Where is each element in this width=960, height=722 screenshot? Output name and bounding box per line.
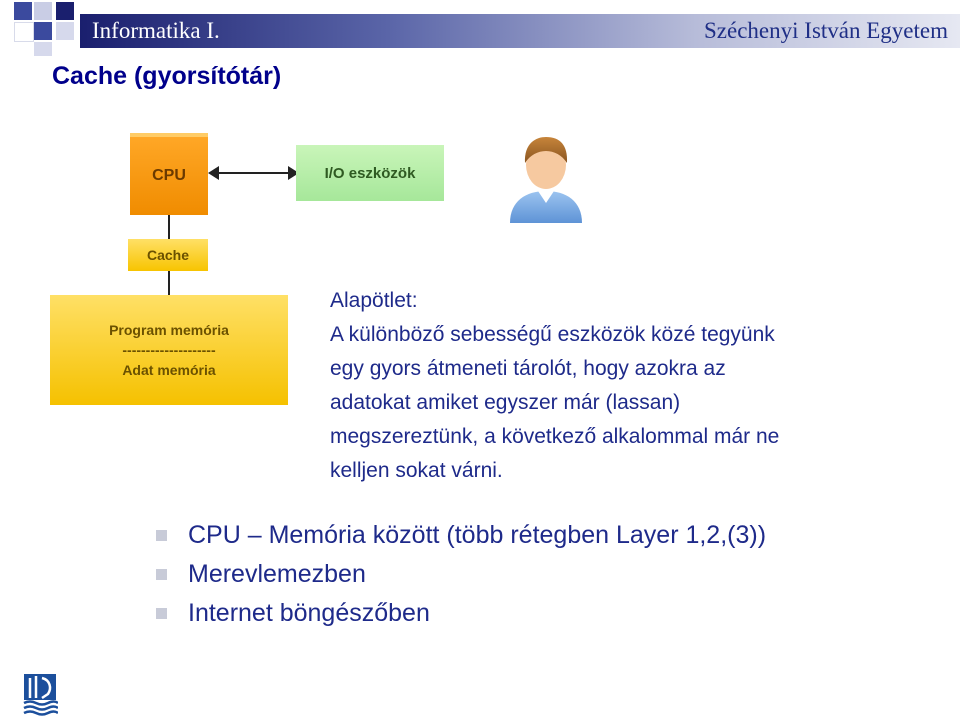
main-text-block (330, 284, 950, 488)
user-icon (506, 131, 586, 223)
course-title: Informatika I. (92, 18, 220, 43)
program-memory-label: Program memória (109, 322, 229, 338)
memory-box (50, 295, 288, 405)
idea-line: kelljen sokat várni. (330, 459, 503, 482)
idea-line: adatokat amiket egyszer már (lassan) (330, 391, 681, 414)
data-memory-label: Adat memória (122, 362, 216, 378)
io-box (296, 145, 444, 201)
decor-square (14, 22, 34, 42)
decor-square (56, 2, 74, 20)
slide-title: Cache (gyorsítótár) (52, 62, 282, 90)
cache-box (128, 239, 208, 271)
cpu-cache-wire (168, 215, 170, 239)
bullet-item (156, 555, 946, 594)
idea-line: egy gyors átmeneti tárolót, hogy azokra az (330, 357, 726, 380)
decor-square (34, 42, 52, 56)
arrow-head-left (208, 166, 219, 180)
cpu-label: CPU (152, 167, 186, 184)
cpu-box (130, 133, 208, 215)
io-label: I/O eszközök (324, 164, 416, 182)
bullet-text: CPU – Memória között (több rétegben Layer 1,2,(3)) (188, 521, 767, 549)
bullet-text: Internet böngészőben (188, 599, 430, 627)
idea-line: A különböző sebességű eszközök közé tegyünk (330, 323, 775, 346)
slide-header (0, 0, 960, 56)
square-bullet-icon (156, 608, 167, 619)
bullet-item (156, 516, 946, 555)
idea-heading: Alapötlet: (330, 289, 418, 312)
memory-separator: -------------------- (122, 342, 216, 358)
cache-label: Cache (146, 247, 190, 263)
idea-line: megszereztünk, a következő alkalommal már ne (330, 425, 780, 448)
bullet-item (156, 594, 946, 633)
decor-square (56, 22, 74, 40)
decor-square (14, 2, 32, 20)
square-bullet-icon (156, 530, 167, 541)
cpu-io-arrow (212, 172, 292, 174)
university-name: Széchenyi István Egyetem (704, 18, 948, 43)
bullet-text: Merevlemezben (188, 560, 366, 588)
square-bullet-icon (156, 569, 167, 580)
decor-square (34, 2, 52, 20)
bullet-list (156, 516, 946, 633)
university-logo-icon (22, 672, 58, 716)
decor-square (34, 22, 52, 40)
cache-memory-wire (168, 271, 170, 295)
